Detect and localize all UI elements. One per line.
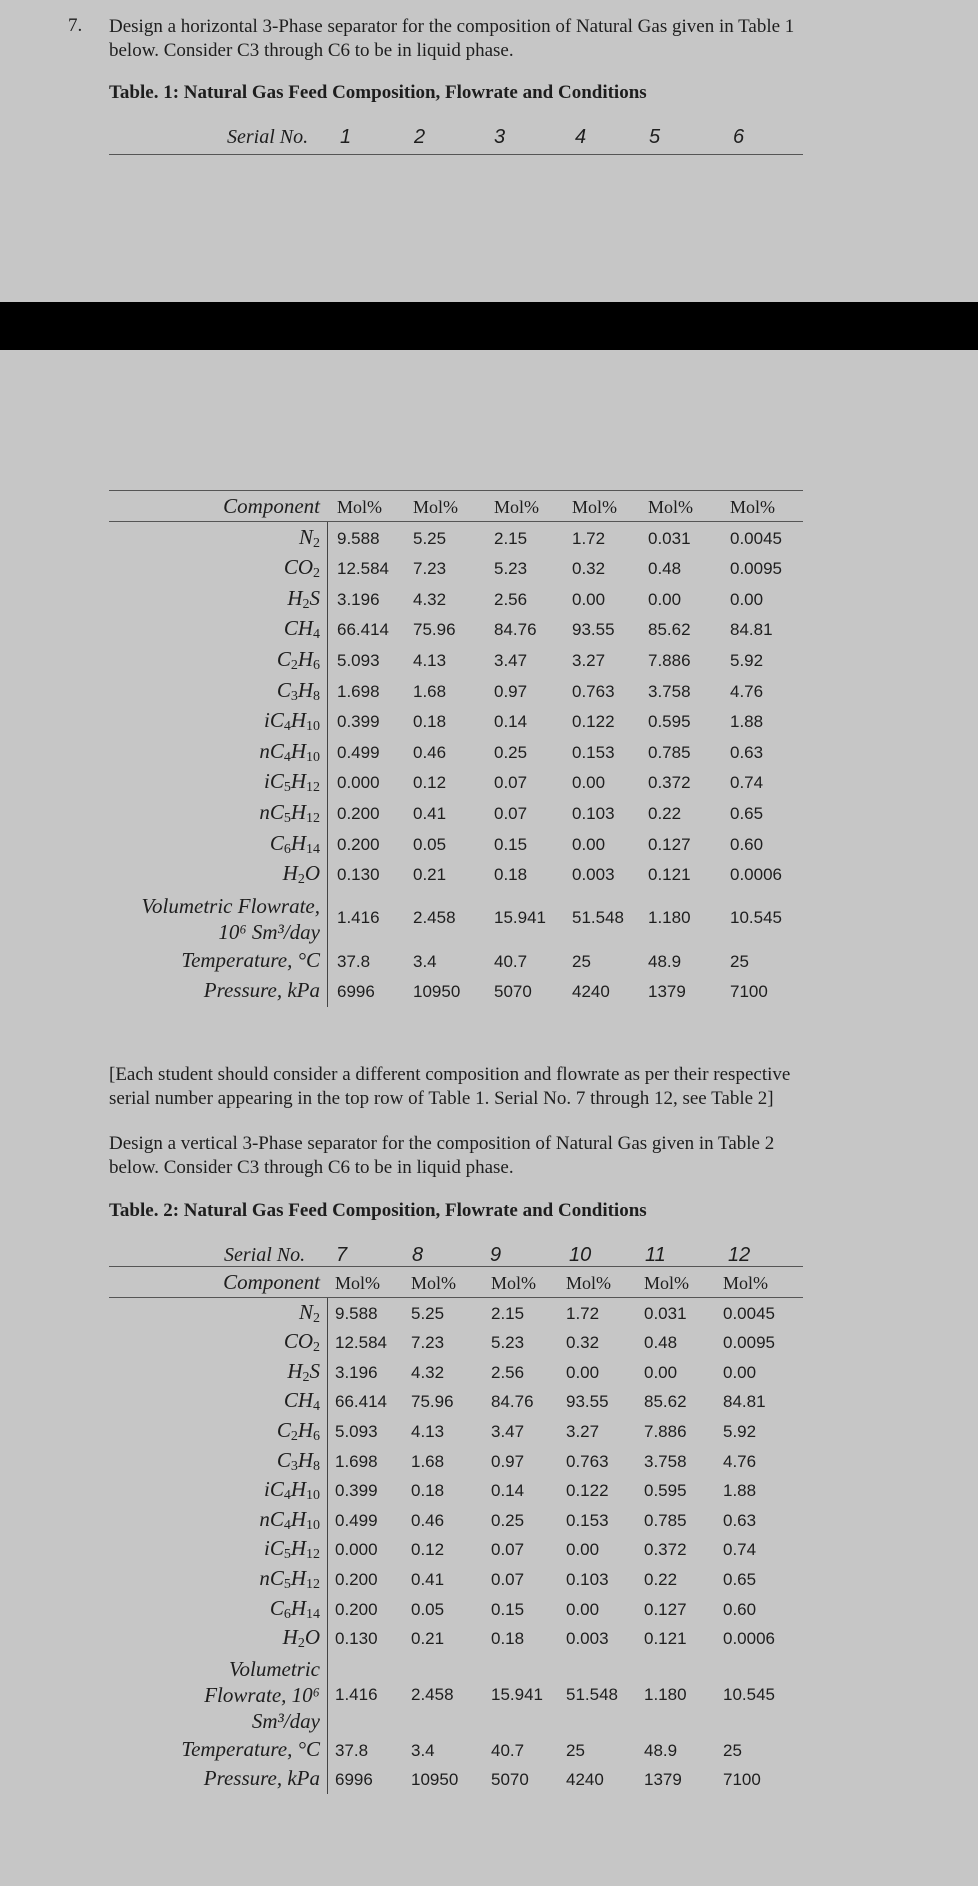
flowrate-label: Flowrate, 10⁶ xyxy=(204,1682,320,1707)
pressure-label: Pressure, kPa xyxy=(203,978,320,1003)
mol-value: 0.14 xyxy=(491,1481,525,1501)
pressure-value: 7100 xyxy=(723,1770,761,1790)
mol-value: 0.399 xyxy=(335,1481,378,1501)
serial-label: Serial No. xyxy=(224,1244,306,1266)
mol-value: 0.63 xyxy=(730,742,764,762)
mol-value: 0.785 xyxy=(644,1510,687,1530)
mol-percent-header: Mol% xyxy=(730,497,775,517)
question-text-line2: below. Consider C3 through C6 to be in liquid phase. xyxy=(109,40,514,61)
mol-value: 4.13 xyxy=(411,1422,445,1441)
mol-value: 0.122 xyxy=(572,712,615,732)
header-rule xyxy=(109,521,803,522)
pressure-value: 5070 xyxy=(491,1770,529,1790)
mol-value: 0.000 xyxy=(335,1540,378,1560)
mol-value: 3.196 xyxy=(335,1362,378,1382)
mol-value: 0.031 xyxy=(644,1303,687,1323)
mol-value: 75.96 xyxy=(413,620,456,640)
serial-number: 1 xyxy=(340,126,352,148)
mol-value: 0.127 xyxy=(644,1599,687,1619)
serial-number: 6 xyxy=(733,126,745,148)
mol-value: 85.62 xyxy=(648,620,691,640)
mol-value: 84.81 xyxy=(723,1392,766,1412)
mol-value: 0.22 xyxy=(648,804,682,823)
component-label: $iC_5H_{12}$ xyxy=(263,769,320,796)
mol-value: 0.65 xyxy=(723,1570,757,1589)
mol-value: 0.121 xyxy=(648,865,691,885)
mol-value: 0.07 xyxy=(491,1570,525,1589)
mol-value: 84.76 xyxy=(491,1392,534,1412)
mol-value: 0.21 xyxy=(411,1629,445,1649)
mol-value: 0.41 xyxy=(413,804,447,823)
mol-value: 0.595 xyxy=(648,712,691,732)
question2-text-line1: Design a vertical 3-Phase separator for the composition of Natural Gas given in Table 2 xyxy=(109,1133,775,1154)
serial-number: 12 xyxy=(728,1244,751,1266)
mol-value: 0.00 xyxy=(730,589,764,609)
mol-value: 0.200 xyxy=(335,1570,378,1589)
mol-value: 5.92 xyxy=(730,651,764,670)
mol-percent-header: Mol% xyxy=(337,497,382,517)
table2-title: Table. 2: Natural Gas Feed Composition, Flowrate and Conditions xyxy=(109,1200,647,1221)
serial-label: Serial No. xyxy=(227,126,309,148)
component-label: $iC_4H_{10}$ xyxy=(263,708,320,735)
mol-value: 0.000 xyxy=(337,773,380,793)
temperature-value: 48.9 xyxy=(644,1740,678,1760)
serial-number: 8 xyxy=(412,1244,424,1266)
flowrate-value: 1.416 xyxy=(337,907,380,927)
mol-value: 0.121 xyxy=(644,1629,687,1649)
pressure-value: 1379 xyxy=(648,982,686,1002)
mol-value: 4.13 xyxy=(413,651,447,670)
mol-value: 1.698 xyxy=(337,681,380,701)
table-top-rule xyxy=(109,1266,803,1267)
mol-percent-header: Mol% xyxy=(494,497,539,517)
temperature-value: 25 xyxy=(566,1740,585,1760)
mol-value: 0.0006 xyxy=(723,1629,775,1649)
mol-percent-header: Mol% xyxy=(648,497,693,517)
table1-title: Table. 1: Natural Gas Feed Composition, Flowrate and Conditions xyxy=(109,82,647,103)
mol-value: 0.00 xyxy=(566,1362,600,1382)
component-label: $CO_2$ xyxy=(283,1329,320,1356)
pressure-value: 4240 xyxy=(566,1770,604,1790)
mol-value: 5.25 xyxy=(411,1303,445,1323)
temperature-value: 25 xyxy=(572,951,591,971)
mol-value: 3.758 xyxy=(644,1451,687,1471)
mol-value: 1.68 xyxy=(411,1451,445,1471)
serial-number: 2 xyxy=(414,126,426,148)
pressure-value: 6996 xyxy=(335,1770,373,1790)
component-header: Component xyxy=(223,1270,320,1294)
mol-value: 0.00 xyxy=(566,1540,600,1560)
mol-value: 0.103 xyxy=(566,1570,609,1589)
mol-value: 0.372 xyxy=(648,773,691,793)
mol-value: 0.153 xyxy=(572,742,615,762)
mol-value: 0.103 xyxy=(572,804,615,823)
component-label: $nC_4H_{10}$ xyxy=(259,738,320,765)
mol-value: 7.23 xyxy=(411,1333,445,1353)
mol-value: 0.25 xyxy=(494,742,528,762)
mol-value: 0.32 xyxy=(572,559,606,579)
component-label: $nC_4H_{10}$ xyxy=(259,1506,320,1533)
component-label: $H_2O$ xyxy=(282,861,320,888)
question-text-line1: Design a horizontal 3-Phase separator for the composition of Natural Gas given in Table 1 xyxy=(109,16,795,37)
pressure-value: 10950 xyxy=(411,1770,459,1790)
mol-value: 0.07 xyxy=(491,1540,525,1560)
mol-percent-header: Mol% xyxy=(413,497,458,517)
pressure-value: 1379 xyxy=(644,1770,682,1790)
mol-value: 0.46 xyxy=(411,1510,445,1530)
mol-value: 0.130 xyxy=(335,1629,378,1649)
flowrate-value: 1.180 xyxy=(644,1684,687,1704)
mol-value: 0.00 xyxy=(572,589,606,609)
mol-value: 0.18 xyxy=(494,865,528,885)
flowrate-value: 10.545 xyxy=(723,1684,775,1704)
mol-value: 66.414 xyxy=(335,1392,387,1412)
temperature-value: 25 xyxy=(730,951,749,971)
mol-value: 0.122 xyxy=(566,1481,609,1501)
mol-value: 0.41 xyxy=(411,1570,445,1589)
mol-value: 2.15 xyxy=(491,1303,525,1323)
mol-value: 0.05 xyxy=(413,834,447,854)
mol-percent-header: Mol% xyxy=(644,1273,689,1293)
mol-percent-header: Mol% xyxy=(411,1273,456,1293)
mol-value: 12.584 xyxy=(337,559,389,579)
temperature-value: 40.7 xyxy=(491,1740,525,1760)
mol-value: 9.588 xyxy=(335,1303,378,1323)
mol-value: 0.22 xyxy=(644,1570,678,1589)
mol-value: 2.56 xyxy=(494,589,528,609)
mol-value: 5.23 xyxy=(491,1333,525,1353)
mol-value: 0.65 xyxy=(730,804,764,823)
component-label: $iC_5H_{12}$ xyxy=(263,1536,320,1563)
mol-value: 0.32 xyxy=(566,1333,600,1353)
mol-value: 0.200 xyxy=(335,1599,378,1619)
mol-value: 7.23 xyxy=(413,559,447,579)
mol-value: 0.74 xyxy=(723,1540,757,1560)
component-label: $CH_4$ xyxy=(283,1388,320,1415)
component-label: $H_2O$ xyxy=(282,1625,320,1652)
component-label: $H_2S$ xyxy=(287,1358,320,1385)
column-separator xyxy=(327,522,328,1007)
mol-value: 0.12 xyxy=(411,1540,445,1560)
mol-value: 4.76 xyxy=(730,681,764,701)
header-rule xyxy=(109,1297,803,1298)
temperature-value: 3.4 xyxy=(413,951,437,971)
mol-value: 0.200 xyxy=(337,804,380,823)
mol-value: 0.200 xyxy=(337,834,380,854)
redaction-bar xyxy=(0,302,978,350)
mol-percent-header: Mol% xyxy=(723,1273,768,1293)
serial-number: 9 xyxy=(490,1244,502,1266)
component-label: $C_6H_{14}$ xyxy=(269,1595,320,1622)
mol-value: 0.031 xyxy=(648,528,691,548)
mol-value: 1.88 xyxy=(723,1481,757,1501)
mol-value: 1.698 xyxy=(335,1451,378,1471)
mol-value: 66.414 xyxy=(337,620,389,640)
mol-value: 0.15 xyxy=(491,1599,525,1619)
mol-percent-header: Mol% xyxy=(566,1273,611,1293)
flowrate-value: 2.458 xyxy=(411,1684,454,1704)
mol-value: 0.18 xyxy=(413,712,447,732)
mol-value: 0.0045 xyxy=(723,1303,775,1323)
component-label: $C_2H_6$ xyxy=(276,647,320,673)
temperature-value: 3.4 xyxy=(411,1740,435,1760)
serial-number: 10 xyxy=(569,1244,592,1266)
mol-value: 0.00 xyxy=(566,1599,600,1619)
mol-value: 0.00 xyxy=(648,589,682,609)
mol-value: 0.60 xyxy=(723,1599,757,1619)
mol-value: 9.588 xyxy=(337,528,380,548)
mol-value: 3.47 xyxy=(491,1422,525,1441)
mol-value: 12.584 xyxy=(335,1333,387,1353)
mol-value: 0.0095 xyxy=(723,1333,775,1353)
mol-value: 7.886 xyxy=(648,651,691,670)
mol-value: 0.05 xyxy=(411,1599,445,1619)
serial-number: 7 xyxy=(336,1244,348,1266)
mol-value: 0.130 xyxy=(337,865,380,885)
mol-value: 0.18 xyxy=(491,1629,525,1649)
mol-value: 5.25 xyxy=(413,528,447,548)
serial-number: 5 xyxy=(649,126,661,148)
mol-value: 0.07 xyxy=(494,773,528,793)
component-label: $C_6H_{14}$ xyxy=(269,830,320,857)
mol-value: 5.92 xyxy=(723,1422,757,1441)
temperature-value: 37.8 xyxy=(335,1740,369,1760)
mol-value: 4.76 xyxy=(723,1451,757,1471)
mol-value: 0.60 xyxy=(730,834,764,854)
mol-value: 0.25 xyxy=(491,1510,525,1530)
mol-value: 0.97 xyxy=(494,681,528,701)
flowrate-value: 2.458 xyxy=(413,907,456,927)
flowrate-label: Volumetric xyxy=(229,1656,320,1681)
temperature-label: Temperature, °C xyxy=(181,1736,320,1761)
mol-value: 0.00 xyxy=(723,1362,757,1382)
flowrate-value: 1.180 xyxy=(648,907,691,927)
mol-value: 0.595 xyxy=(644,1481,687,1501)
mol-value: 0.46 xyxy=(413,742,447,762)
mol-value: 0.97 xyxy=(491,1451,525,1471)
mol-value: 2.15 xyxy=(494,528,528,548)
component-label: $CH_4$ xyxy=(283,616,320,643)
mol-value: 3.196 xyxy=(337,589,380,609)
temperature-label: Temperature, °C xyxy=(181,947,320,972)
mol-value: 84.76 xyxy=(494,620,537,640)
component-header: Component xyxy=(223,494,320,518)
mol-percent-header: Mol% xyxy=(572,497,617,517)
mol-value: 1.72 xyxy=(566,1303,600,1323)
temperature-value: 25 xyxy=(723,1740,742,1760)
mol-value: 0.763 xyxy=(572,681,615,701)
flowrate-label: Sm³/day xyxy=(251,1708,320,1733)
mol-value: 3.758 xyxy=(648,681,691,701)
mol-value: 0.763 xyxy=(566,1451,609,1471)
pressure-value: 10950 xyxy=(413,982,461,1002)
mol-value: 0.12 xyxy=(413,773,447,793)
component-label: $N_2$ xyxy=(298,524,320,551)
mol-value: 0.07 xyxy=(494,804,528,823)
mol-value: 0.0095 xyxy=(730,559,782,579)
mol-value: 75.96 xyxy=(411,1392,454,1412)
mol-value: 0.14 xyxy=(494,712,528,732)
mol-value: 0.15 xyxy=(494,834,528,854)
mol-value: 84.81 xyxy=(730,620,773,640)
pressure-value: 7100 xyxy=(730,982,768,1002)
component-label: $CO_2$ xyxy=(283,555,320,582)
mol-value: 3.47 xyxy=(494,651,528,670)
mol-value: 4.32 xyxy=(411,1362,445,1382)
component-label: $C_2H_6$ xyxy=(276,1418,320,1444)
question2-text-line2: below. Consider C3 through C6 to be in liquid phase. xyxy=(109,1157,514,1178)
pressure-value: 5070 xyxy=(494,982,532,1002)
mol-value: 0.00 xyxy=(572,773,606,793)
mol-value: 0.499 xyxy=(337,742,380,762)
component-label: $C_3H_8$ xyxy=(276,1447,320,1474)
component-label: $N_2$ xyxy=(298,1299,320,1326)
flowrate-label: 10⁶ Sm³/day xyxy=(218,919,320,944)
serial-number: 11 xyxy=(645,1244,666,1266)
mol-percent-header: Mol% xyxy=(335,1273,380,1293)
mol-value: 93.55 xyxy=(566,1392,609,1412)
mol-value: 0.00 xyxy=(644,1362,678,1382)
mol-value: 0.399 xyxy=(337,712,380,732)
mol-value: 85.62 xyxy=(644,1392,687,1412)
component-label: $C_3H_8$ xyxy=(276,677,320,704)
mol-value: 0.785 xyxy=(648,742,691,762)
mol-value: 7.886 xyxy=(644,1422,687,1441)
mol-value: 0.00 xyxy=(572,834,606,854)
temperature-value: 40.7 xyxy=(494,951,528,971)
flowrate-value: 10.545 xyxy=(730,907,782,927)
mol-value: 0.21 xyxy=(413,865,447,885)
mol-value: 0.153 xyxy=(566,1510,609,1530)
mol-value: 0.63 xyxy=(723,1510,757,1530)
temperature-value: 48.9 xyxy=(648,951,682,971)
note-line1: [Each student should consider a different composition and flowrate as per their respective xyxy=(109,1064,791,1085)
serial-number: 3 xyxy=(494,126,506,148)
column-separator xyxy=(327,1298,328,1794)
mol-value: 3.27 xyxy=(566,1422,600,1441)
question-number: 7. xyxy=(68,15,83,36)
pressure-label: Pressure, kPa xyxy=(203,1766,320,1791)
mol-value: 1.68 xyxy=(413,681,447,701)
table1-serial-rule xyxy=(109,154,803,155)
mol-value: 0.18 xyxy=(411,1481,445,1501)
component-label: $H_2S$ xyxy=(287,585,320,612)
mol-value: 0.0045 xyxy=(730,528,782,548)
flowrate-value: 51.548 xyxy=(572,907,624,927)
component-label: $nC_5H_{12}$ xyxy=(259,800,320,826)
mol-value: 4.32 xyxy=(413,589,447,609)
flowrate-value: 15.941 xyxy=(491,1684,543,1704)
mol-value: 1.72 xyxy=(572,528,606,548)
mol-value: 0.372 xyxy=(644,1540,687,1560)
note-line2: serial number appearing in the top row of Table 1. Serial No. 7 through 12, see Table 2] xyxy=(109,1088,774,1109)
mol-value: 0.74 xyxy=(730,773,764,793)
serial-number: 4 xyxy=(575,126,587,148)
mol-value: 0.127 xyxy=(648,834,691,854)
flowrate-value: 15.941 xyxy=(494,907,546,927)
mol-value: 0.499 xyxy=(335,1510,378,1530)
pressure-value: 4240 xyxy=(572,982,610,1002)
mol-value: 5.23 xyxy=(494,559,528,579)
pressure-value: 6996 xyxy=(337,982,375,1002)
mol-value: 0.48 xyxy=(644,1333,678,1353)
flowrate-value: 51.548 xyxy=(566,1684,618,1704)
table-top-rule xyxy=(109,490,803,491)
mol-value: 3.27 xyxy=(572,651,606,670)
mol-value: 5.093 xyxy=(335,1422,378,1441)
component-label: $nC_5H_{12}$ xyxy=(259,1566,320,1592)
mol-value: 2.56 xyxy=(491,1362,525,1382)
mol-value: 0.48 xyxy=(648,559,682,579)
flowrate-value: 1.416 xyxy=(335,1684,378,1704)
component-label: $iC_4H_{10}$ xyxy=(263,1477,320,1504)
mol-value: 5.093 xyxy=(337,651,380,670)
temperature-value: 37.8 xyxy=(337,951,371,971)
mol-value: 0.003 xyxy=(572,865,615,885)
flowrate-label: Volumetric Flowrate, xyxy=(141,893,320,918)
mol-value: 1.88 xyxy=(730,712,764,732)
mol-percent-header: Mol% xyxy=(491,1273,536,1293)
table1-serial-row xyxy=(0,124,978,152)
mol-value: 0.0006 xyxy=(730,865,782,885)
mol-value: 0.003 xyxy=(566,1629,609,1649)
mol-value: 93.55 xyxy=(572,620,615,640)
